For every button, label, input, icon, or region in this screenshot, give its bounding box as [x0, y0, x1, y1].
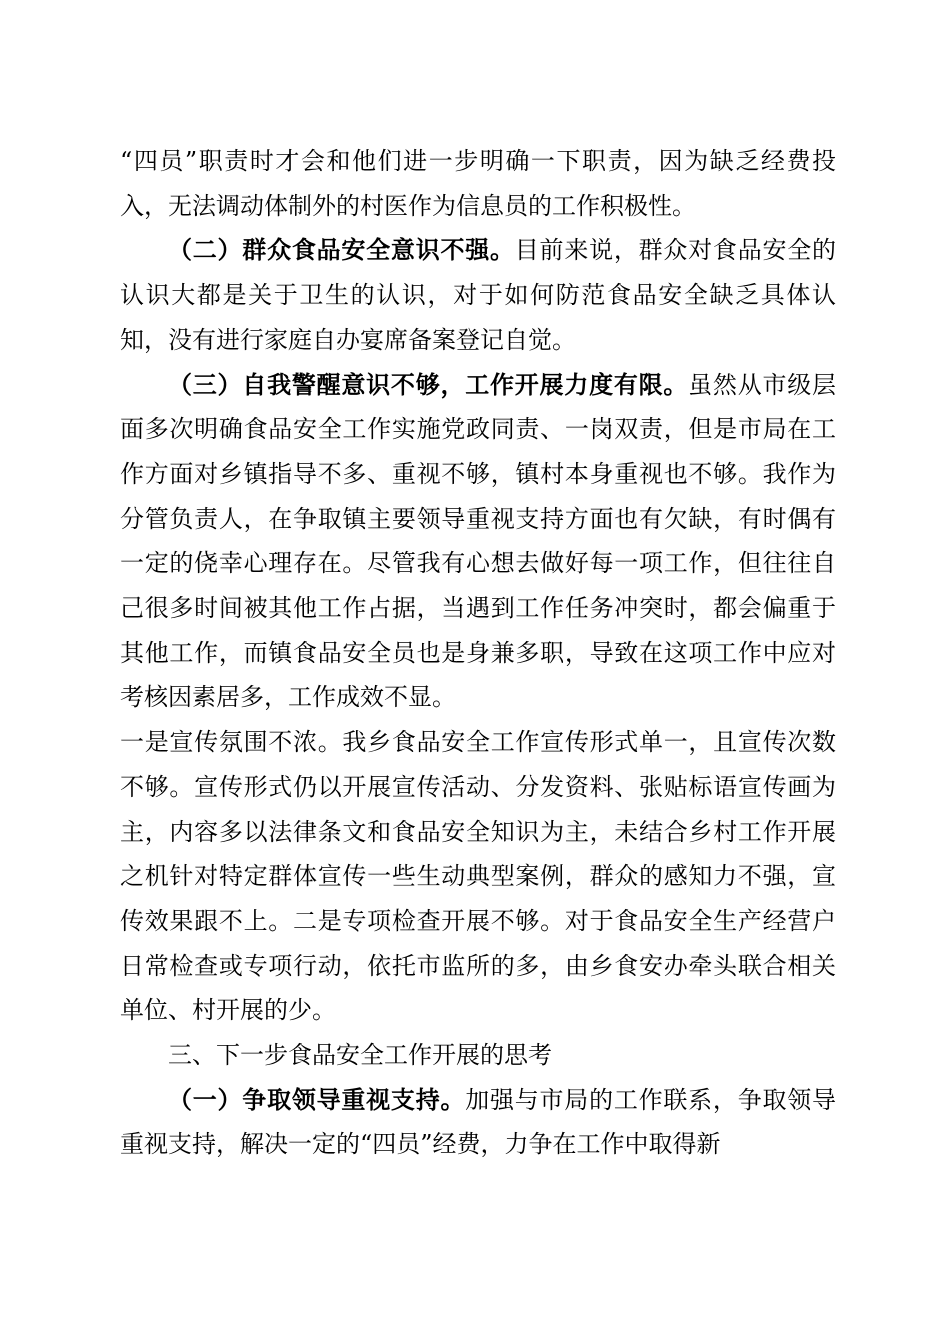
- paragraph-lead: （二）群众食品安全意识不强。: [168, 235, 515, 265]
- paragraph-continuation: “四员”职责时才会和他们进一步明确一下职责，因为缺乏经费投入，无法调动体制外的村医作为信息员的工作积极性。: [120, 147, 836, 220]
- paragraph-text: 目前来说，群众对食品安全的认识大都是关于卫生的认识，对于如何防范食品安全缺乏具体认知，没有进行家庭自办宴席备案登记自觉。: [120, 236, 837, 354]
- paragraph-self-awareness: [120, 363, 836, 721]
- section-heading: 三、下一步食品安全工作开展的思考: [168, 1041, 552, 1070]
- paragraph-public-awareness: [120, 228, 836, 362]
- paragraph-leadership-support: [120, 1078, 836, 1167]
- paragraph-text: 虽然从市级层面多次明确食品安全工作实施党政同责、一岗双责，但是市局在工作方面对乡镇指导不多、重视不够，镇村本身重视也不够。我作为分管负责人，在争取镇主要领导重视支持方面也有欠缺，有时偶有一定的侥幸心理存在。尽管我有心想去做好每一项工作，但往往自己很多时间被其他工作占据，当遇到工作任务冲突时，都会偏重于其他工作，而镇食品安全员也是身兼多职，导致在这项工作中应对考核因素居多，工作成效不显。: [120, 370, 837, 712]
- document-body: [120, 139, 836, 1167]
- paragraph-publicity: 一是宣传氛围不浓。我乡食品安全工作宣传形式单一，且宣传次数不够。宣传形式仍以开展宣传活动、分发资料、张贴标语宣传画为主，内容多以法律条文和食品安全知识为主，未结合乡村工作开展之机针对特定群体宣传一些生动典型案例，群众的感知力不强，宣传效果跟不上。二是专项检查开展不够。对于食品安全生产经营户日常检查或专项行动，依托市监所的多，由乡食安办牵头联合相关单位、村开展的少。: [120, 728, 836, 1025]
- paragraph-lead: （一）争取领导重视支持。: [168, 1084, 466, 1114]
- paragraph-text: 加强与市局的工作联系，争取领导重视支持，解决一定的“四员”经费，力争在工作中取得新: [120, 1085, 837, 1159]
- paragraph-lead: （三）自我警醒意识不够，工作开展力度有限。: [168, 369, 689, 399]
